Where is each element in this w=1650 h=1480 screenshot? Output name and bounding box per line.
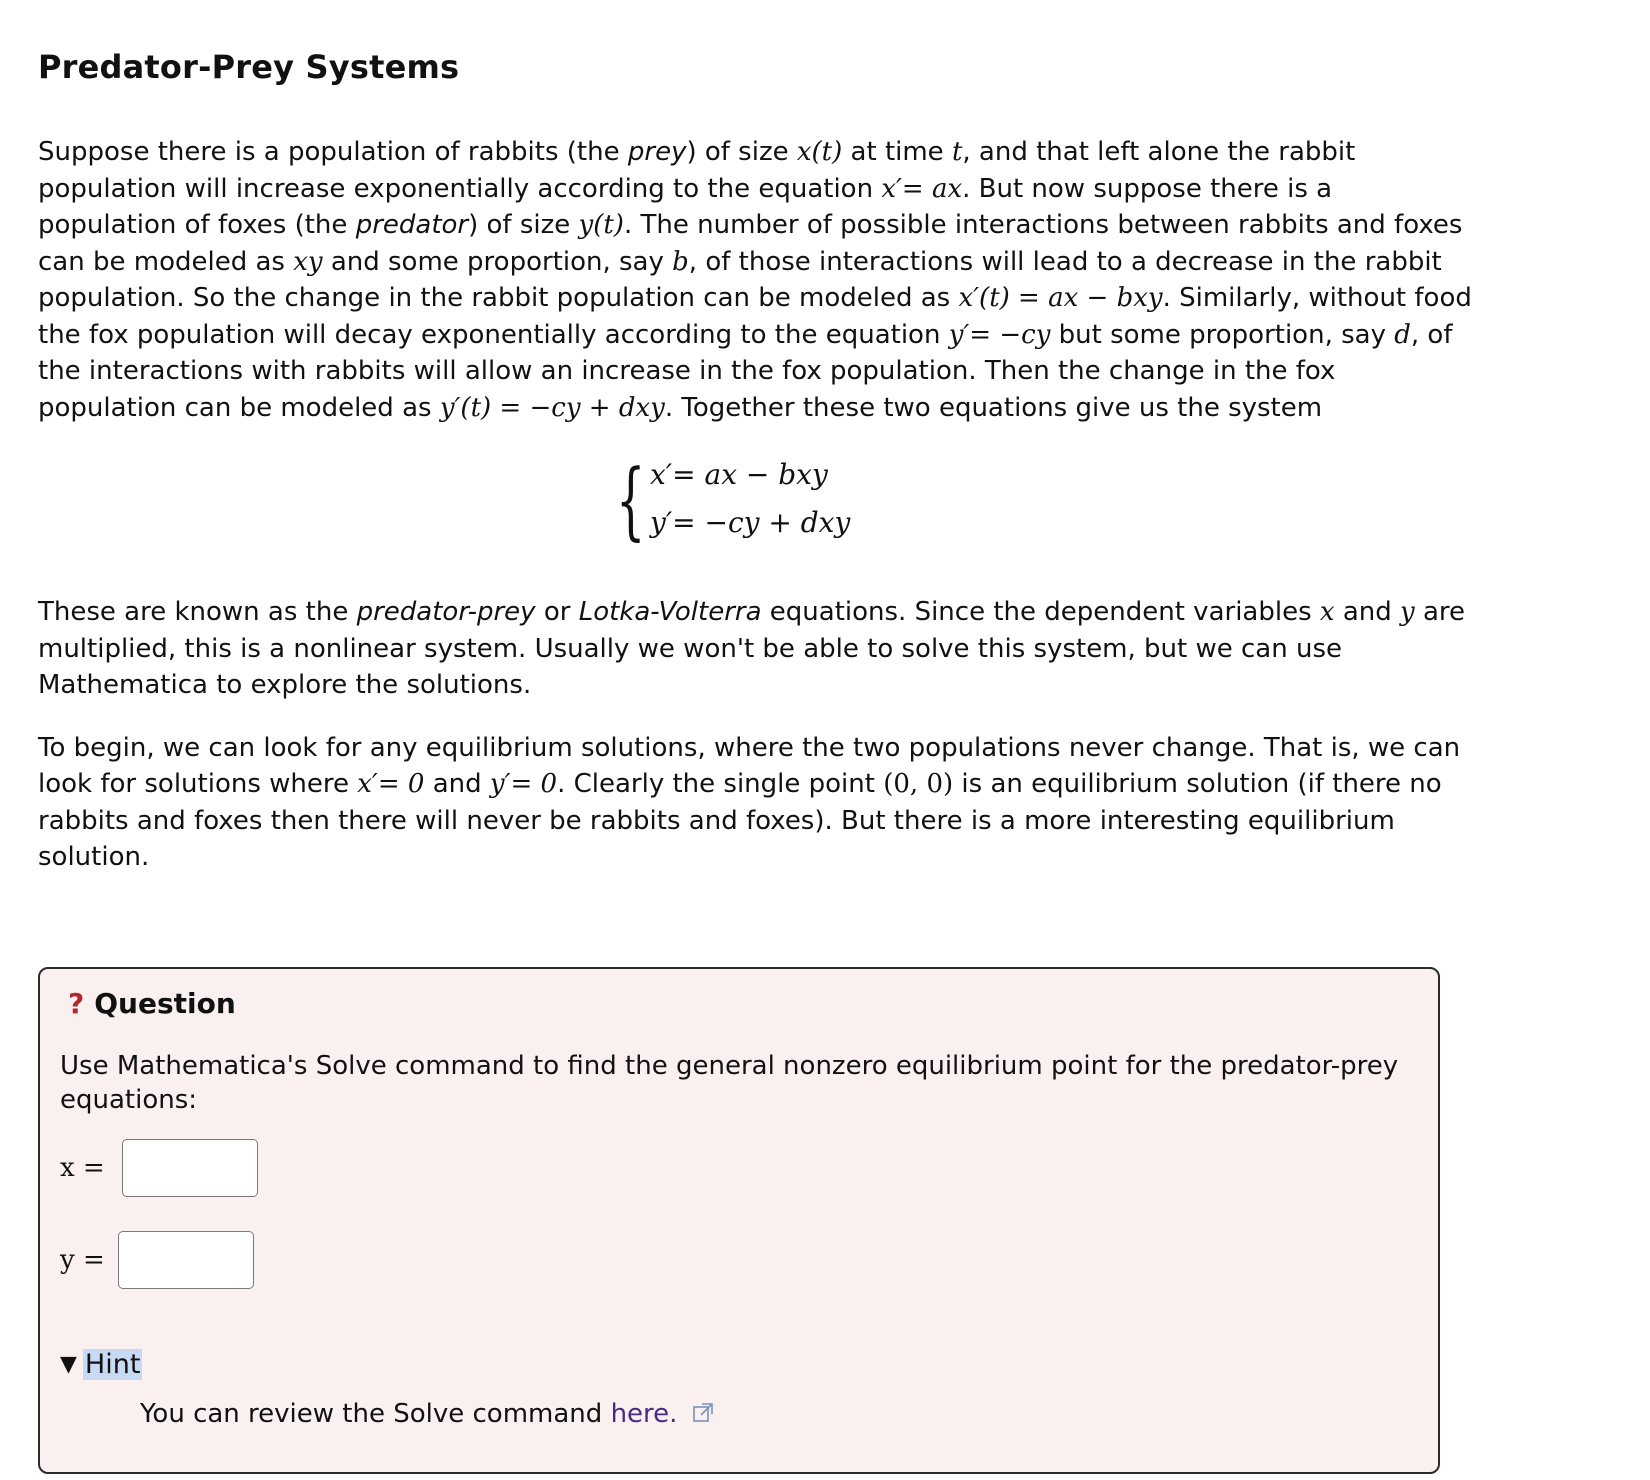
text: To begin, we can look for any equilibrium solutions, where the two populations never change. That is, we can look for solutions where <box>38 732 1461 799</box>
equation-line-1: x′= ax − bxy <box>650 458 828 491</box>
text: , and that left alone the rabbit population will increase exponentially according to the equation <box>38 137 1356 204</box>
x-label: x = <box>60 1153 105 1183</box>
text-emphasis: prey <box>627 137 687 167</box>
equation-system <box>38 452 1478 568</box>
math: y′= 0 <box>489 769 558 799</box>
math: x′= ax <box>881 173 963 204</box>
math: b <box>672 246 689 277</box>
math: xy <box>293 246 323 277</box>
math: y′= −cy <box>948 319 1051 350</box>
question-text: Use Mathematica's Solve command to find the general nonzero equilibrium point for the predator-prey equations: <box>60 1051 1399 1115</box>
math: y′(t) = −cy + dxy <box>439 392 665 423</box>
text-emphasis: Lotka-Volterra <box>578 597 762 627</box>
math: (0, 0) <box>883 769 954 799</box>
hint-toggle[interactable] <box>60 1349 142 1380</box>
text: . Clearly the single point <box>557 769 884 799</box>
math: x <box>1319 597 1335 627</box>
question-heading: Question <box>94 987 236 1020</box>
triangle-down-icon: ▼ <box>60 1352 77 1377</box>
question-box <box>38 967 1440 1474</box>
text: equations. Since the dependent variables <box>761 597 1320 627</box>
answer-row-x <box>60 1139 258 1197</box>
paragraph-equilibrium <box>38 730 1478 876</box>
text: or <box>535 597 579 627</box>
text: , of those interactions will lead to a decrease in the rabbit population. So the change in the rabbit population can be modeled as <box>38 246 1442 313</box>
text: and <box>424 769 490 799</box>
text: . Similarly, without food the fox population will decay exponentially according to the equation <box>38 283 1472 350</box>
text: Suppose there is a population of rabbits (the <box>38 137 628 167</box>
brace-symbol: { <box>616 451 646 549</box>
hint-content <box>140 1399 714 1431</box>
paragraph-intro <box>38 134 1478 426</box>
math: x′(t) = ax − bxy <box>958 283 1163 313</box>
math: x(t) <box>796 137 843 167</box>
question-header <box>68 987 236 1020</box>
text: and <box>1334 597 1401 627</box>
text-emphasis: predator-prey <box>356 597 536 627</box>
text-emphasis: predator <box>355 210 469 240</box>
text: and some proportion, say <box>322 246 673 277</box>
page-title: Predator-Prey Systems <box>38 48 460 86</box>
hint-link[interactable]: here. <box>610 1399 678 1429</box>
math: y(t) <box>578 210 624 240</box>
text: . But now suppose there is a population of foxes (the <box>38 173 1333 240</box>
answer-row-y <box>60 1231 254 1289</box>
math: x′= 0 <box>357 769 425 799</box>
text: . Together these two equations give us the system <box>664 392 1323 423</box>
question-mark-icon: ? <box>68 987 85 1020</box>
y-label: y = <box>60 1245 105 1275</box>
hint-text: You can review the Solve command <box>140 1399 611 1429</box>
y-answer-input[interactable] <box>118 1231 254 1289</box>
paragraph-lotka-volterra <box>38 594 1478 704</box>
text: but some proportion, say <box>1050 319 1395 350</box>
text: are multiplied, this is a nonlinear system. Usually we won't be able to solve this system, but we can use Mathematica to explore the solutions. <box>38 597 1466 700</box>
math: t <box>951 137 963 167</box>
x-answer-input[interactable] <box>122 1139 258 1197</box>
text: is an equilibrium solution (if there no rabbits and foxes then there will never be rabbits and foxes). But there is a more interesting equilibrium solution. <box>38 769 1442 872</box>
text: ) of size <box>686 137 797 167</box>
text: . The number of possible interactions between rabbits and foxes can be modeled as <box>38 210 1463 277</box>
text: ) of size <box>468 210 579 240</box>
external-link-icon[interactable] <box>692 1401 714 1431</box>
math: y <box>1400 597 1415 627</box>
text: , of the interactions with rabbits will allow an increase in the fox population. Then the change in the fox population can be modeled as <box>38 319 1453 423</box>
math: d <box>1394 319 1411 350</box>
text: at time <box>842 137 952 167</box>
equation-line-2: y′= −cy + dxy <box>650 506 851 539</box>
hint-label: Hint <box>84 1349 141 1380</box>
text: These are known as the <box>38 597 357 627</box>
